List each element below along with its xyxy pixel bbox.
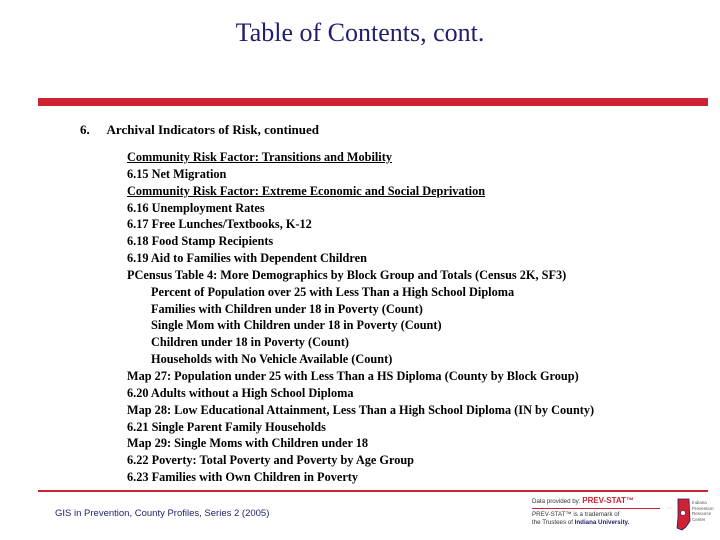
credit-prefix: Data provided by: <box>532 498 581 505</box>
credit-brand: PREV-STAT™ <box>582 496 634 505</box>
toc-entry: Single Mom with Children under 18 in Poverty (Count) <box>151 318 442 333</box>
credit-line-3: the Trustees of <box>532 519 573 526</box>
credit-divider <box>532 508 660 509</box>
page-title: Table of Contents, cont. <box>235 18 485 47</box>
toc-entry: Map 29: Single Moms with Children under 18 <box>127 436 369 451</box>
toc-entry: Families with Children under 18 in Poverty (Count) <box>151 301 423 316</box>
toc-entry: 6.17 Free Lunches/Textbooks, K-12 <box>127 217 312 232</box>
toc-entry: 6.18 Food Stamp Recipients <box>127 234 274 249</box>
credit-line-2: PREV-STAT™ is a trademark of <box>532 511 620 518</box>
logo-text <box>692 500 718 522</box>
top-divider <box>38 98 708 106</box>
toc-entry: 6.22 Poverty: Total Poverty and Poverty by Age Group <box>127 453 415 468</box>
toc-entry: 6.19 Aid to Families with Dependent Children <box>127 251 367 266</box>
bottom-divider <box>38 490 708 492</box>
toc-entry: Percent of Population over 25 with Less Than a High School Diploma <box>151 284 515 299</box>
logo-line: Resource <box>692 511 712 516</box>
toc-entry: 6.15 Net Migration <box>127 166 227 181</box>
toc-category-heading: Community Risk Factor: Transitions and Mobility <box>127 150 392 164</box>
toc-entry: Map 28: Low Educational Attainment, Less Than a High School Diploma (IN by County) <box>127 402 595 417</box>
section-title: Archival Indicators of Risk, continued <box>106 122 320 137</box>
logo-line: Indiana <box>692 500 707 505</box>
toc-list <box>127 149 594 486</box>
toc-entry: 6.21 Single Parent Family Households <box>127 419 326 434</box>
footer-citation: GIS in Prevention, County Profiles, Series 2 (2005) <box>55 508 270 519</box>
section-number: 6. <box>80 122 90 137</box>
toc-entry: Households with No Vehicle Available (Count) <box>151 352 393 367</box>
data-credit <box>532 497 672 527</box>
credit-university: Indiana University. <box>574 519 630 526</box>
toc-entry: 6.20 Adults without a High School Diploma <box>127 385 354 400</box>
toc-category-heading: Community Risk Factor: Extreme Economic and Social Deprivation <box>127 183 486 198</box>
section-heading <box>80 122 319 138</box>
toc-entry: 6.23 Families with Own Children in Poverty <box>127 470 359 485</box>
logo-line: Prevention <box>692 505 714 511</box>
toc-entry: PCensus Table 4: More Demographics by Block Group and Totals (Census 2K, SF3) <box>127 267 567 282</box>
toc-entry: Map 27: Population under 25 with Less Than a HS Diploma (County by Block Group) <box>127 368 579 383</box>
logo-line: Center <box>692 516 706 522</box>
toc-entry: 6.16 Unemployment Rates <box>127 200 265 215</box>
toc-entry: Children under 18 in Poverty (Count) <box>151 335 350 350</box>
